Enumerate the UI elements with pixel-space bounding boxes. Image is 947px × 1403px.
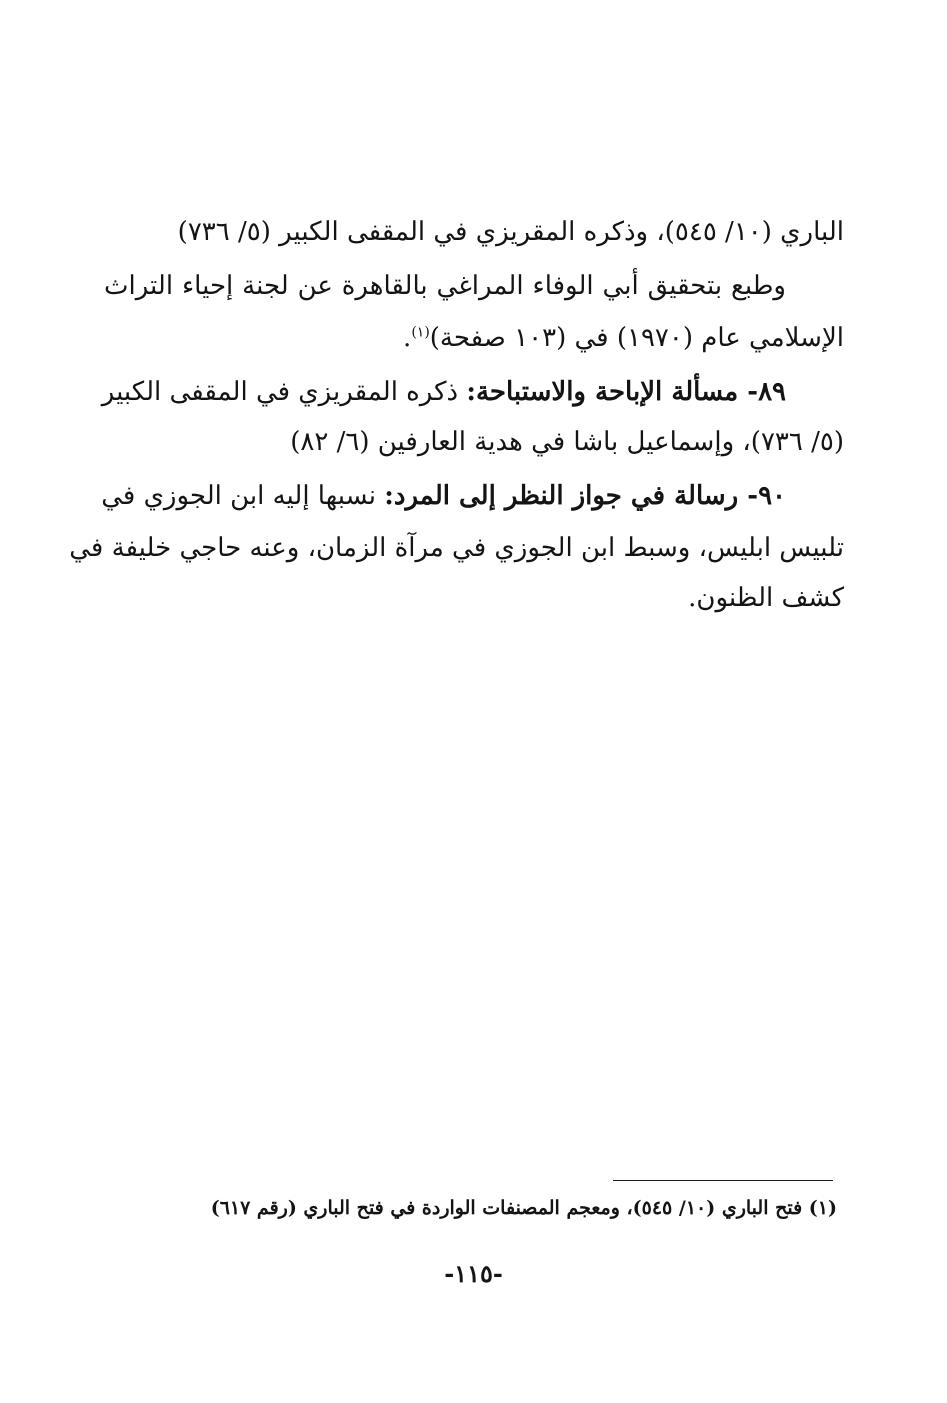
body-text: الإسلامي عام (١٩٧٠) في (١٠٣ صفحة) — [429, 323, 844, 353]
body-text: الباري (١٠/ ٥٤٥)، وذكره المقريزي في المقفى الكبير (٥/ ٧٣٦) — [177, 217, 844, 247]
item-90-line-1 — [101, 476, 844, 516]
body-text: وطبع بتحقيق أبي الوفاء المراغي بالقاهرة عن لجنة إحياء التراث — [104, 271, 786, 301]
footnote — [210, 1193, 837, 1223]
footnote-reference: (١) — [411, 324, 430, 341]
item-89-text: (٥/ ٧٣٦)، وإسماعيل باشا في هدية العارفين (٦/ ٨٢) — [290, 427, 844, 457]
item-90-text: نسبها إليه ابن الجوزي في — [101, 481, 376, 511]
body-line-3 — [104, 318, 844, 358]
item-90-line-3 — [104, 578, 844, 618]
item-89-heading: ٨٩- مسألة الإباحة والاستباحة: — [466, 377, 786, 407]
item-89-line-2 — [104, 422, 844, 462]
body-text: . — [403, 323, 412, 353]
page-number: -١١٥- — [444, 1259, 503, 1288]
item-90-text: تلبيس ابليس، وسبط ابن الجوزي في مرآة الزمان، وعنه حاجي خليفة في — [69, 533, 844, 563]
body-line-2 — [104, 266, 844, 306]
item-90-text: كشف الظنون. — [688, 583, 844, 613]
body-line-1 — [104, 212, 844, 252]
item-89-line-1 — [101, 372, 844, 412]
item-90-line-2 — [69, 528, 844, 568]
item-89-text: ذكره المقريزي في المقفى الكبير — [101, 377, 459, 407]
item-90-heading: ٩٠- رسالة في جواز النظر إلى المرد: — [384, 481, 786, 511]
footnote-text: (١) فتح الباري (١٠/ ٥٤٥)، ومعجم المصنفات الواردة في فتح الباري (رقم ٦١٧) — [210, 1197, 837, 1219]
footnote-divider — [613, 1180, 833, 1181]
